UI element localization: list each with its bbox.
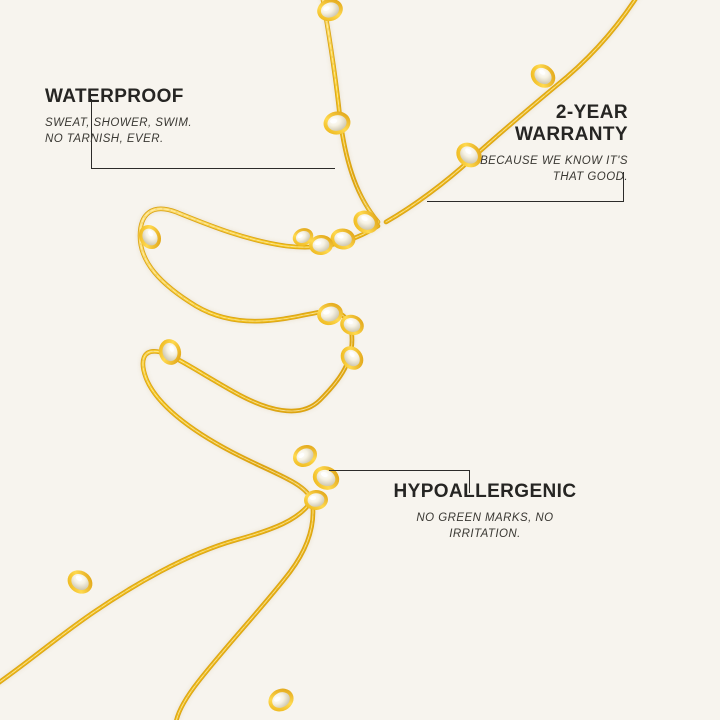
callout-subtitle-line: NO GREEN MARKS, NO (416, 512, 554, 525)
callout-subtitle-line: SWEAT, SHOWER, SWIM. (45, 117, 193, 130)
callout-subtitle-line: BECAUSE WE KNOW IT'S (480, 155, 628, 168)
callout-subtitle-line: IRRITATION. (449, 528, 521, 541)
callout-subtitle-warranty (394, 153, 628, 186)
callout-subtitle-line: THAT GOOD. (552, 171, 628, 184)
callout-title-line: 2-YEAR (555, 102, 628, 123)
leader-segment-horizontal (91, 168, 335, 169)
callout-subtitle-waterproof (45, 115, 295, 148)
callout-subtitle-line: NO TARNISH, EVER. (45, 133, 164, 146)
callout-waterproof (45, 86, 295, 148)
callout-title-warranty (394, 102, 628, 146)
leader-segment-horizontal (427, 201, 624, 202)
callout-warranty (394, 102, 628, 186)
callout-subtitle-hypoallergenic (360, 510, 610, 543)
callout-title-line: WARRANTY (515, 124, 628, 146)
callout-title-hypoallergenic: HYPOALLERGENIC (393, 481, 577, 502)
leader-segment-horizontal (329, 470, 470, 471)
callout-hypoallergenic (360, 481, 610, 543)
callout-title-waterproof: WATERPROOF (45, 86, 184, 107)
